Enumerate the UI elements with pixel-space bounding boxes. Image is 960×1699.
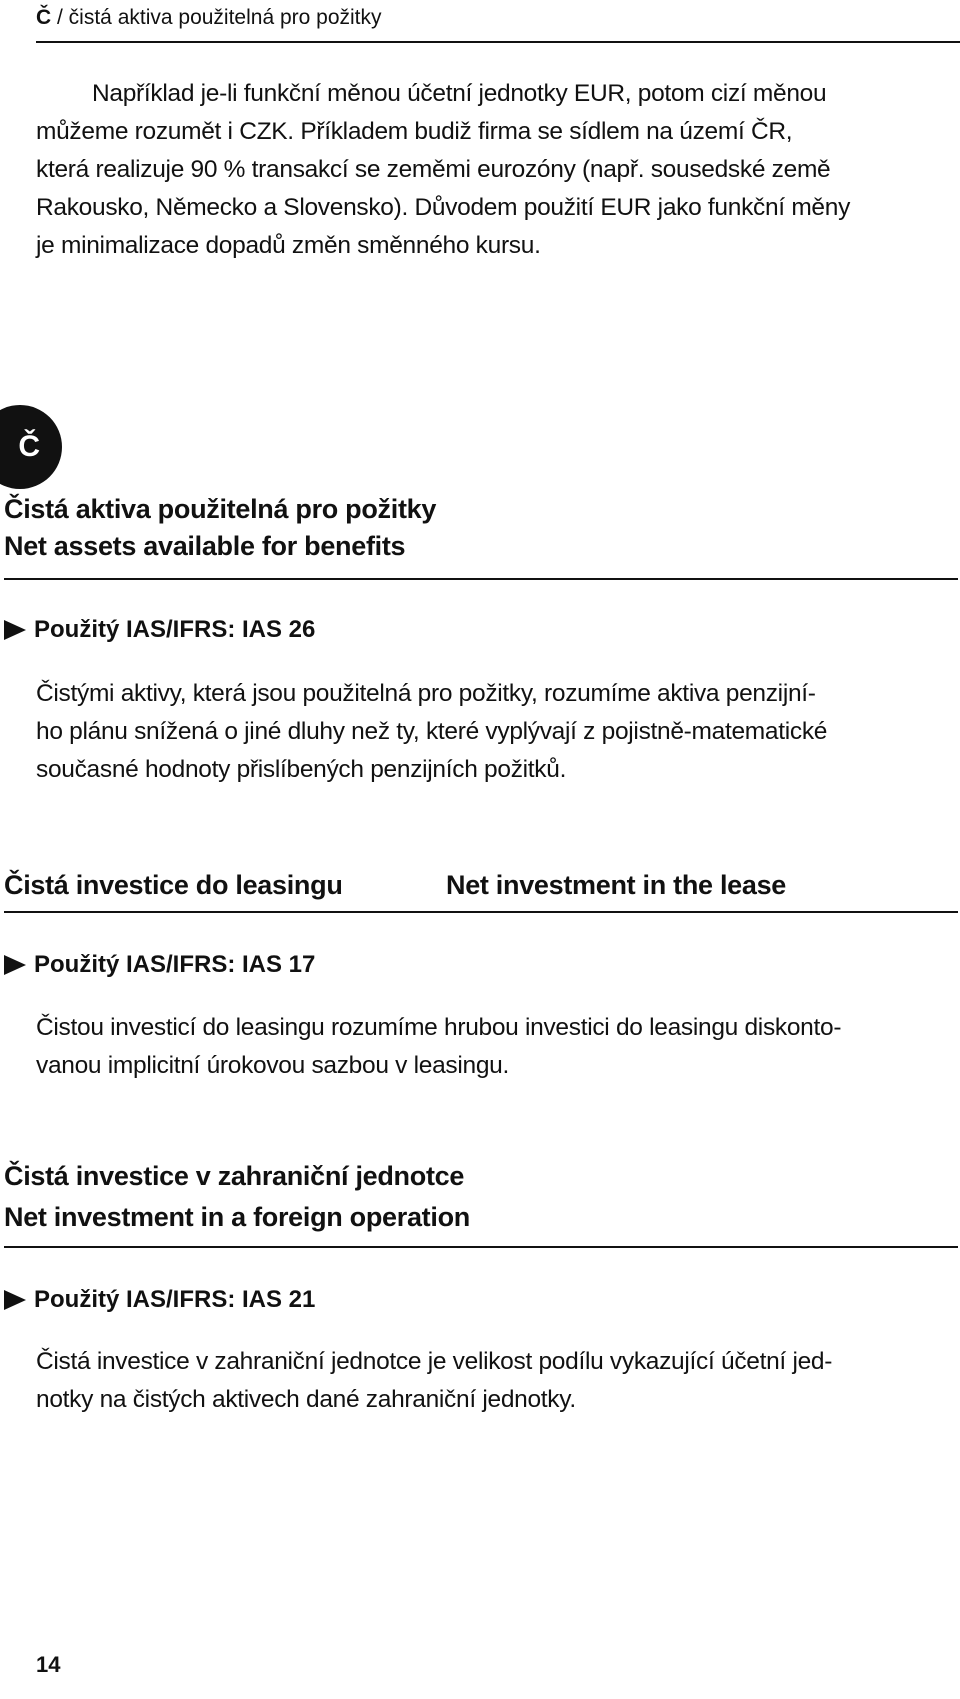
definition-line: Čistá investice v zahraniční jednotce je velikost podílu vykazující účetní jed-: [36, 1348, 833, 1375]
arrow-right-icon: [4, 1290, 26, 1310]
standard-reference: [4, 1285, 315, 1315]
entry-title-en: Net assets available for benefits: [4, 531, 406, 561]
arrow-right-icon: [4, 955, 26, 975]
definition-line: Čistými aktivy, která jsou použitelná pro požitky, rozumíme aktiva penzijní-: [36, 680, 816, 707]
entry-title-cs: Čistá investice v zahraniční jednotce: [4, 1161, 465, 1191]
page-number: 14: [36, 1652, 61, 1677]
entry-definition: [36, 1343, 832, 1419]
intro-line: je minimalizace dopadů změn směnného kursu.: [36, 232, 541, 259]
running-header: [36, 3, 382, 33]
intro-line: můžeme rozumět i CZK. Příkladem budiž firma se sídlem na území ČR,: [36, 118, 793, 145]
letter-section-badge: Č: [0, 405, 62, 489]
intro-line: Rakousko, Německo a Slovensko). Důvodem použití EUR jako funkční měny: [36, 194, 851, 221]
entry-definition: [36, 1009, 841, 1085]
definition-line: současné hodnoty přislíbených penzijních požitků.: [36, 756, 567, 783]
entry-divider: [4, 1246, 958, 1248]
header-section-title: / čistá aktiva použitelná pro požitky: [57, 6, 382, 29]
entry-title-cs: Čistá aktiva použitelná pro požitky: [4, 494, 437, 524]
intro-paragraph: [36, 75, 850, 265]
entry-divider: [4, 911, 958, 913]
intro-line: která realizuje 90 % transakcí se zeměmi eurozóny (např. sousedské země: [36, 156, 831, 183]
definition-line: vanou implicitní úrokovou sazbou v leasingu.: [36, 1052, 509, 1079]
entry-title-en: Net investment in the lease: [446, 870, 787, 900]
definition-line: notky na čistých aktivech dané zahraniční jednotky.: [36, 1386, 576, 1413]
definition-line: ho plánu snížená o jiné dluhy než ty, které vyplývají z pojistně-matematické: [36, 718, 828, 745]
entry-title-cs: Čistá investice do leasingu: [4, 870, 343, 900]
standard-label: Použitý IAS/IFRS: IAS 26: [34, 616, 316, 643]
header-letter: Č: [36, 6, 52, 29]
standard-label: Použitý IAS/IFRS: IAS 21: [34, 1286, 316, 1313]
standard-reference: [4, 950, 315, 980]
intro-line: Například je-li funkční měnou účetní jednotky EUR, potom cizí měnou: [92, 80, 827, 107]
entry-title-en: Net investment in a foreign operation: [4, 1202, 470, 1232]
definition-line: Čistou investicí do leasingu rozumíme hrubou investici do leasingu diskonto-: [36, 1014, 842, 1041]
standard-reference: [4, 615, 315, 645]
entry-divider: [4, 578, 958, 580]
standard-label: Použitý IAS/IFRS: IAS 17: [34, 951, 316, 978]
header-divider: [36, 41, 960, 43]
arrow-right-icon: [4, 620, 26, 640]
entry-definition: [36, 675, 827, 789]
